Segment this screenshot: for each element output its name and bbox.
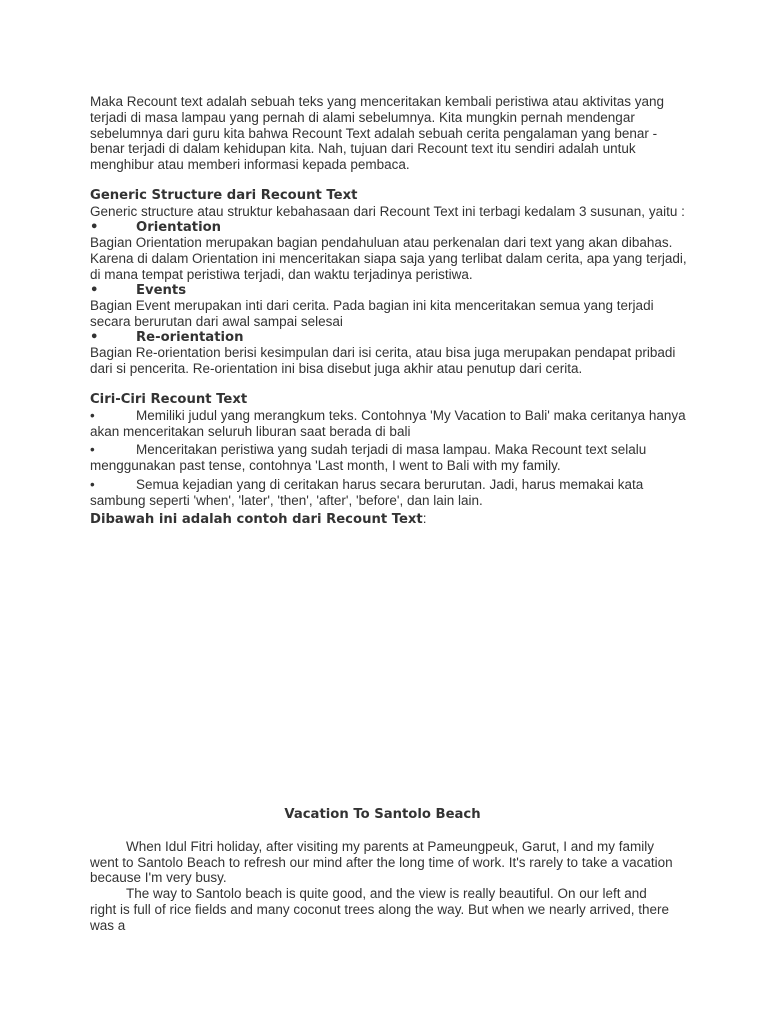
ciri-item-line1: Semua kejadian yang di ceritakan harus secara berurutan. Jadi, harus memakai kata [136, 477, 644, 493]
reorientation-section [90, 330, 690, 377]
ciri-item [90, 442, 690, 474]
reorientation-title: Re-orientation [136, 329, 244, 345]
example-heading: Dibawah ini adalah contoh dari Recount Text [90, 511, 423, 527]
story-paragraph-1: When Idul Fitri holiday, after visiting my parents at Pameungpeuk, Garut, I and my family went to Santolo Beach to refresh our mind after the long time of work. It's rarely to take a vacation because I'm very busy. [90, 838, 673, 886]
document-page [90, 94, 690, 528]
story-title: Vacation To Santolo Beach [284, 807, 481, 822]
bullet: • [90, 219, 99, 235]
events-section [90, 283, 690, 330]
ciri-item-line2: menggunakan past tense, contohnya 'Last month, I went to Bali with my family. [90, 458, 561, 474]
ciri-heading: Ciri-Ciri Recount Text [90, 391, 248, 407]
story-block [90, 807, 675, 934]
orientation-section [90, 220, 690, 283]
bullet: • [90, 282, 99, 298]
events-title: Events [136, 282, 187, 298]
story-paragraph-2: The way to Santolo beach is quite good, and the view is really beautiful. On our left and right is full of rice fields and many coconut trees along the way. But when we nearly arrived, there was a [90, 886, 670, 933]
bullet: • [90, 407, 95, 423]
ciri-item-line1: Memiliki judul yang merangkum teks. Contohnya 'My Vacation to Bali' maka ceritanya hanya [136, 407, 686, 423]
events-text: Bagian Event merupakan inti dari cerita. Pada bagian ini kita menceritakan semua yang terjadi secara berurutan dari awal sampai selesai [90, 298, 654, 329]
example-colon: : [422, 510, 427, 526]
orientation-text: Bagian Orientation merupakan bagian pendahuluan atau perkenalan dari text yang akan dibahas. Karena di dalam Orientation ini menceritakan siapa saja yang terlibat dalam cerita, apa yang terjadi, di mana tempat peristiwa terjadi, dan waktu terjadinya peristiwa. [90, 235, 687, 282]
generic-structure-lead: Generic structure atau struktur kebahasaan dari Recount Text ini terbagi kedalam 3 susunan, yaitu : [90, 203, 685, 219]
ciri-item [90, 408, 690, 440]
generic-structure-heading: Generic Structure dari Recount Text [90, 187, 358, 203]
intro-paragraph: Maka Recount text adalah sebuah teks yang menceritakan kembali peristiwa atau aktivitas yang terjadi di masa lampau yang pernah di alami sebelumnya. Kita mungkin pernah mendengar sebelumnya dari guru kita bahwa Recount Text adalah sebuah cerita pengalaman yang benar - benar terjadi di dalam kehidupan kita. Nah, tujuan dari Recount text itu sendiri adalah untuk menghibur atau memberi informasi kepada pembaca. [90, 94, 665, 173]
bullet: • [90, 329, 99, 345]
example-heading-line [90, 511, 690, 528]
orientation-title: Orientation [136, 219, 222, 235]
ciri-item-line2: sambung seperti 'when', 'later', 'then', 'after', 'before', dan lain lain. [90, 492, 483, 508]
bullet: • [90, 442, 95, 458]
ciri-item [90, 477, 690, 509]
reorientation-text: Bagian Re-orientation berisi kesimpulan dari isi cerita, atau bisa juga merupakan pendapat pribadi dari si pencerita. Re-orientation ini bisa disebut juga akhir atau penutup dari cerita. [90, 345, 676, 377]
bullet: • [90, 477, 95, 493]
ciri-item-line1: Menceritakan peristiwa yang sudah terjadi di masa lampau. Maka Recount text selalu [136, 442, 647, 458]
ciri-item-line2: akan menceritakan seluruh liburan saat berada di bali [90, 423, 411, 439]
